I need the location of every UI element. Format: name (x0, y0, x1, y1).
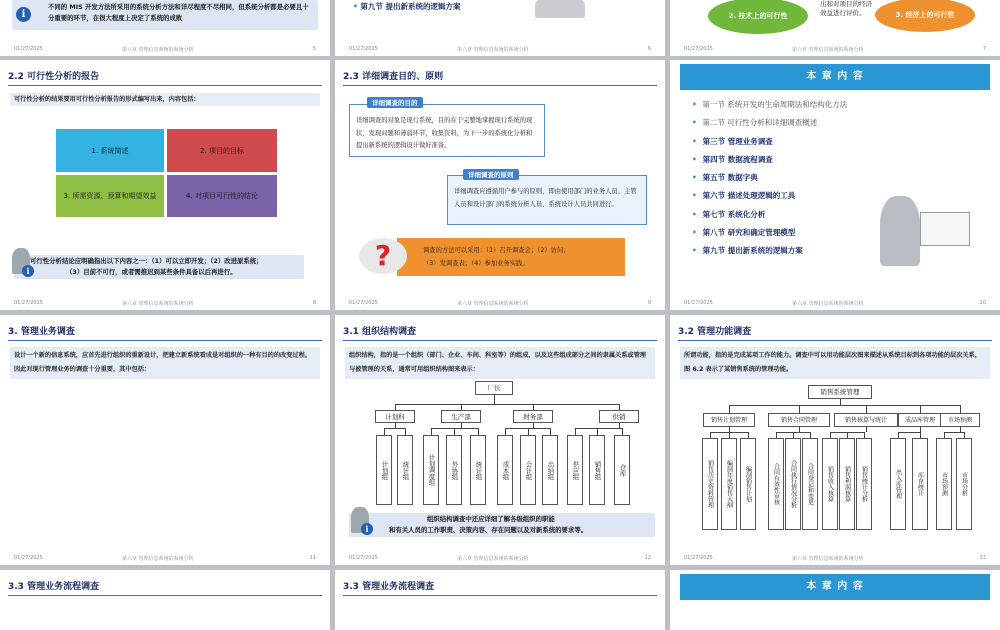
heading-rule (678, 340, 992, 341)
methods-line-1: 调查的方法可以采用：（1）召开调查会；（2）访问； (423, 247, 570, 254)
technical-feasibility-circle: 2. 技术上的可行性 (708, 0, 808, 34)
purpose-box (349, 104, 545, 157)
function-group-box: 销售核算与统计 (834, 413, 898, 427)
slide-heading: 2.3 详细调查目的、原则 (343, 72, 444, 82)
toc-item-label: 第八节 研究和确定管理模型 (700, 228, 796, 238)
diagram-board (920, 212, 970, 246)
conclusion-note (14, 255, 304, 279)
toc-item-label: 第一节 系统开发的生命周期法和结构化方法 (700, 100, 848, 109)
connector (729, 405, 961, 406)
intro-band: 可行性分析的结果要用可行性分析报告的形式编写出来，内容包括： (10, 93, 320, 106)
function-leaf-box: 库存统计 (912, 438, 928, 530)
page-number: 13 (979, 555, 986, 561)
function-leaf-box: 市场预测 (936, 438, 952, 530)
footer-chapter: 第六章 管理信息系统的系统分析 (457, 301, 529, 307)
slide-12[interactable] (335, 315, 665, 565)
slide-5[interactable] (0, 0, 330, 56)
info-icon: i (22, 265, 34, 277)
org-dept-box: 计划科 (375, 410, 415, 423)
principle-box (447, 175, 647, 225)
page-number: 7 (982, 46, 986, 52)
connector (431, 428, 479, 429)
footer-chapter: 第六章 管理信息系统的系统分析 (792, 47, 864, 53)
connector (395, 404, 619, 405)
toc-item[interactable] (692, 114, 847, 132)
footer (349, 46, 651, 52)
org-dept-box: 生产部 (441, 410, 481, 423)
slide-6[interactable] (335, 0, 665, 56)
footer (684, 46, 986, 52)
function-leaf-box: 编制销售计划 (740, 438, 756, 530)
footer-date: 01/27/2025 (684, 555, 713, 561)
connector (478, 428, 479, 435)
toc-item-label: 第九节 提出新系统的逻辑方案 (360, 2, 461, 11)
connector (920, 405, 921, 413)
toc-item-label: 第二节 可行性分析和详细调查概述 (700, 118, 818, 128)
function-root-box: 销售系统管理 (808, 385, 872, 399)
connector (799, 405, 800, 413)
function-group-box: 成品库管理 (898, 413, 942, 427)
info-icon: i (361, 523, 373, 535)
bullet-icon: • (692, 136, 697, 146)
org-leaf-box: 供应组 (567, 435, 583, 505)
page-number: 6 (647, 46, 651, 52)
org-root-box: 厂长 (475, 381, 513, 395)
slide-13[interactable] (670, 315, 1000, 565)
slide-10[interactable] (670, 60, 1000, 310)
connector (944, 432, 965, 433)
note-text: 不同的 MIS 开发方法所采用的系统分析方法和详尽程度不尽相同，但系统分析都是必要且十分重要的环节，在很大程度上决定了系统的成败 (48, 3, 309, 22)
org-leaf-box: 仓库 (614, 435, 630, 505)
footer-chapter: 第六章 管理信息系统的系统分析 (457, 47, 529, 53)
slide-heading: 3.1 组织结构调查 (343, 327, 417, 337)
slide-heading: 3.3 管理业务流程调查 (343, 582, 435, 592)
page-number: 9 (647, 300, 651, 306)
org-dept-box: 供销 (599, 410, 639, 423)
footer-chapter: 第六章 管理信息系统的系统分析 (792, 301, 864, 307)
org-leaf-box: 出纳组 (542, 435, 558, 505)
quadrant-resources-budget: 3. 所需资源、预算和期望效益 (55, 174, 165, 218)
slide-7[interactable] (670, 0, 1000, 56)
slide-heading: 3. 管理业务调查 (8, 327, 75, 337)
quadrant-system-summary: 1. 系统简述 (55, 128, 165, 173)
bullet-icon: • (692, 154, 697, 164)
connector (898, 432, 921, 433)
intro-band: 设计一个新的信息系统，应首先进行组织的重新设计，把建立新系统看成是对组织的一种有目的的改变过程。因此对现行管理业务的调查十分重要，其中包括： (10, 347, 320, 379)
footer-chapter: 第六章 管理信息系统的系统分析 (457, 556, 529, 562)
connector (494, 395, 495, 404)
quadrant-project-goal: 2. 项目的目标 (166, 128, 278, 173)
function-group-box: 销售计划管理 (703, 413, 755, 427)
org-dept-box: 财务部 (513, 410, 553, 423)
toc-item[interactable] (692, 169, 847, 187)
toc-item-label: 第六节 描述处理逻辑的工具 (700, 191, 796, 201)
footer (684, 300, 986, 306)
slide-14[interactable] (0, 570, 330, 630)
principle-title: 详细调查的原则 (463, 169, 519, 180)
footer (684, 555, 986, 561)
intro-band: 所谓功能，指的是完成某项工作的能力。调查中可以用功能层次图来描述从系统目标到各项功能的层次关系，图 6.2 表示了某销售系统的管理功能。 (680, 347, 990, 379)
heading-rule (8, 340, 322, 341)
connector (454, 428, 455, 435)
function-leaf-box: 市场分析 (956, 438, 972, 530)
economic-feasibility-circle: 3. 经济上的可行性 (875, 0, 975, 32)
function-leaf-box: 销售统计分析 (856, 438, 872, 530)
connector (528, 428, 529, 435)
connector (575, 428, 623, 429)
slide-16[interactable] (670, 570, 1000, 630)
footer-date: 01/27/2025 (14, 46, 43, 52)
bullet-icon: • (692, 191, 697, 201)
toc-item[interactable] (692, 224, 847, 242)
connector (431, 428, 432, 435)
footer (349, 300, 651, 306)
function-leaf-box: 编制年度销售大纲 (721, 438, 737, 530)
toc-item-label: 第九节 提出新系统的逻辑方案 (700, 246, 803, 256)
footer-chapter: 第六章 管理信息系统的系统分析 (122, 556, 194, 562)
intro-band: 组织结构，指的是一个组织（部门、企业、车间、科室等）的组成，以及这些组成部分之间的隶属关系或管理与被管理的关系，通常可用组织结构图来表示： (345, 347, 655, 379)
page-number: 11 (309, 555, 316, 561)
slide-15[interactable] (335, 570, 665, 630)
note-line-1: 可行性分析结论应明确指出以下内容之一：（1）可以立即开发；（2）改进原系统； (30, 257, 263, 265)
toc-item[interactable] (692, 206, 847, 224)
footer-date: 01/27/2025 (349, 300, 378, 306)
question-mark-icon: ? (359, 238, 407, 274)
footer (14, 300, 316, 306)
slide-heading: 3.3 管理业务流程调查 (8, 582, 100, 592)
org-leaf-box: 外协组 (446, 435, 462, 505)
slide-9[interactable] (335, 60, 665, 310)
heading-rule (343, 595, 657, 596)
toc-item-label: 第七节 系统化分析 (700, 209, 766, 219)
heading-rule (343, 85, 657, 86)
footer-chapter: 第六章 管理信息系统的系统分析 (792, 556, 864, 562)
heading-rule (343, 340, 657, 341)
footer-date: 01/27/2025 (684, 300, 713, 306)
bullet-icon: • (692, 100, 697, 109)
connector (597, 428, 598, 435)
slide-8[interactable] (0, 60, 330, 310)
page-number: 12 (644, 555, 651, 561)
note-box (12, 0, 318, 30)
org-leaf-box: 销售组 (589, 435, 605, 505)
toc-item[interactable] (692, 151, 847, 169)
function-leaf-box: 合同执行情况分析 (785, 438, 801, 530)
org-leaf-box: 统计组 (397, 435, 413, 505)
footer-date: 01/27/2025 (14, 300, 43, 306)
org-leaf-box: 成本组 (497, 435, 513, 505)
heading-rule (8, 85, 322, 86)
methods-box (397, 238, 625, 276)
page-number: 10 (979, 300, 986, 306)
footer-chapter: 第六章 管理信息系统的系统分析 (122, 47, 194, 53)
footer-date: 01/27/2025 (14, 555, 43, 561)
function-leaf-box: 销售收入核算 (822, 438, 838, 530)
org-leaf-box: 计划调度组 (423, 435, 439, 505)
connector (866, 405, 867, 413)
toc-item: • 第九节 提出新系统的逻辑方案 (353, 2, 461, 11)
toc-item-label: 第五节 数据字典 (700, 173, 758, 183)
function-leaf-box: 销售历史资料管理 (702, 438, 718, 530)
page-number: 8 (312, 300, 316, 306)
toc-item[interactable] (692, 133, 847, 151)
function-leaf-box: 销售利润核算 (839, 438, 855, 530)
note-line-2: 和有关人员的工作职责、决策内容、存在问题以及对新系统的要求等。 (389, 526, 588, 534)
bullet-icon: • (692, 173, 697, 183)
toc-item[interactable] (692, 96, 847, 114)
heading-rule (8, 595, 322, 596)
org-leaf-box: 计划组 (376, 435, 392, 505)
footer (349, 555, 651, 561)
page-number: 5 (312, 46, 316, 52)
footer-chapter: 第六章 管理信息系统的系统分析 (122, 301, 194, 307)
presenter-image (535, 0, 585, 18)
purpose-title: 详细调查的目的 (367, 97, 423, 108)
chapter-banner: 本 章 内 容 (680, 64, 990, 90)
connector (405, 428, 406, 435)
footer (14, 46, 316, 52)
note-line-1: 组织结构调查中还应详细了解各级组织的职能 (427, 515, 555, 523)
toc-item[interactable] (692, 242, 847, 260)
bullet-icon: • (692, 246, 697, 256)
bullet-icon: • (692, 228, 697, 238)
chapter-banner: 本 章 内 容 (680, 574, 990, 600)
info-icon: i (16, 7, 31, 22)
toc-item-label: 第四节 数据流程调查 (700, 154, 773, 164)
function-leaf-box: 合同有效性审核 (768, 438, 784, 530)
footer-date: 01/27/2025 (349, 555, 378, 561)
connector (575, 428, 576, 435)
org-note (349, 513, 655, 537)
slide-11[interactable] (0, 315, 330, 565)
function-group-box: 市场预测 (940, 413, 980, 427)
bullet-icon: • (692, 118, 697, 128)
connector (729, 405, 730, 413)
presenter-image (880, 196, 920, 266)
org-leaf-box: 会计组 (520, 435, 536, 505)
connector (384, 428, 406, 429)
toc-item[interactable] (692, 187, 847, 205)
methods-line-2: （3）发调查表；（4）参加业务实践。 (423, 259, 529, 267)
principle-text: 详细调查应遵循用户参与的原则，即由使用部门的业务人员、主管人员和设计部门的系统分析人员、系统设计人员共同进行。 (454, 188, 637, 208)
quadrant-feasibility-conclusion: 4. 对项目可行性的结论 (166, 174, 278, 218)
slide-heading: 2.2 可行性分析的报告 (8, 72, 100, 82)
connector (622, 428, 623, 435)
purpose-text: 详细调查的对象是现行系统，目的在于完整地掌握现行系统的现状，发现问题和薄弱环节，收集资料，为下一步的系统化分析和提出新系统的逻辑设计做好准备。 (356, 117, 533, 149)
org-leaf-box: 统计组 (470, 435, 486, 505)
toc-item-label: 第三节 管理业务调查 (700, 136, 773, 146)
connector (505, 428, 506, 435)
function-leaf-box: 合同登记和变更 (802, 438, 818, 530)
toc-list (692, 96, 847, 261)
slide-heading: 3.2 管理功能调查 (678, 327, 752, 337)
connector (960, 405, 961, 413)
function-group-box: 销售合同管理 (768, 413, 830, 427)
connector (384, 428, 385, 435)
footer (14, 555, 316, 561)
connector (866, 427, 867, 432)
footer-date: 01/27/2025 (684, 46, 713, 52)
bullet-icon: • (692, 209, 697, 219)
note-line-2: （3）目前不可行，或者需推迟到某些条件具备以后再进行。 (66, 268, 237, 276)
footer-date: 01/27/2025 (349, 46, 378, 52)
function-leaf-box: 出入库管理 (890, 438, 906, 530)
feasibility-text: 出和对项目的经济效益进行评价。 (820, 0, 872, 17)
connector (550, 428, 551, 435)
